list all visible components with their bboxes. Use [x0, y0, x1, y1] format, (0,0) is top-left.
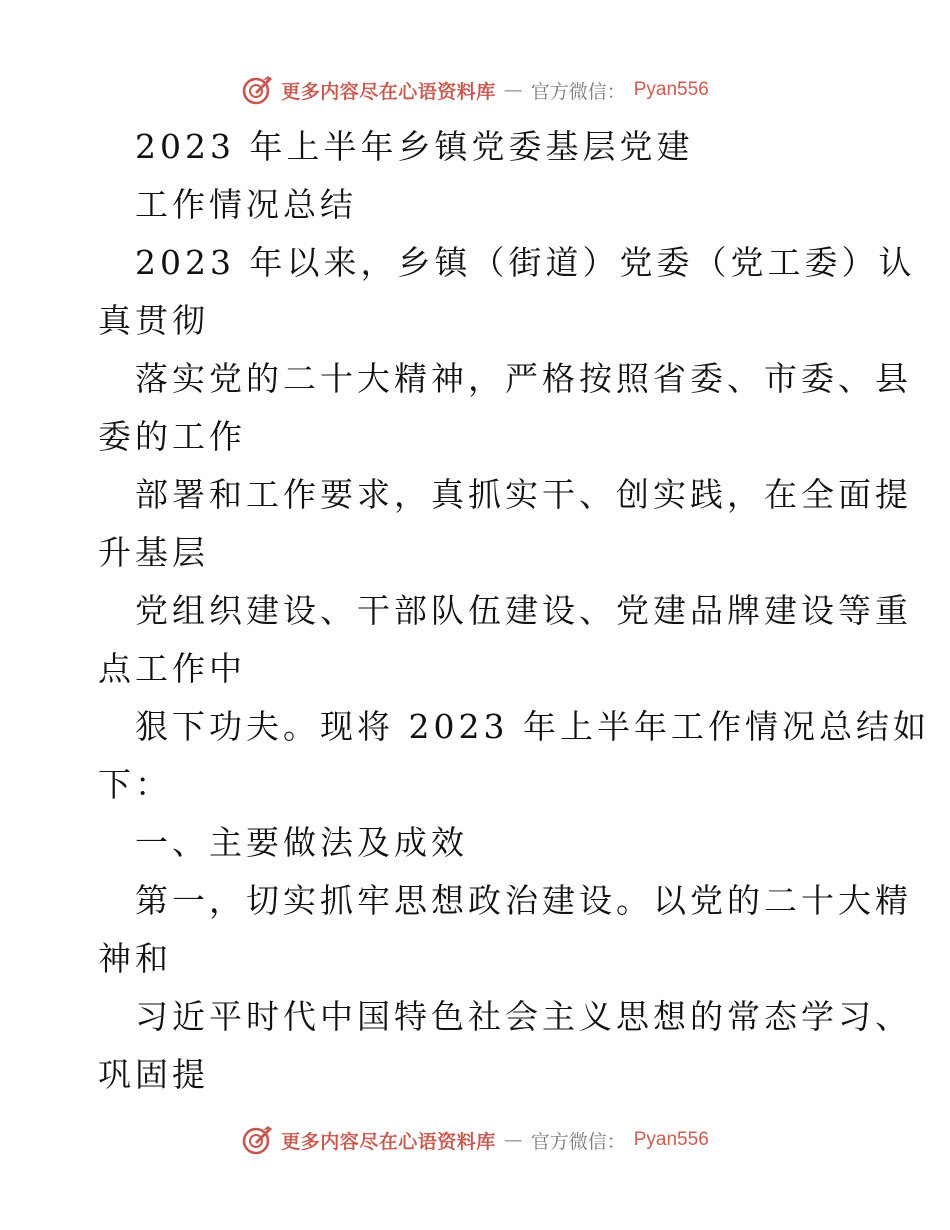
watermark-separator: — [503, 79, 523, 101]
paragraph-line: 习近平时代中国特色社会主义思想的常态学习、 [135, 997, 912, 1036]
paragraph-line: 升基层 [98, 533, 209, 572]
watermark-wechat-label: 官方微信： [530, 1130, 626, 1153]
quill-circle-logo-icon [241, 1124, 273, 1156]
doc-title-line-2: 工作情况总结 [135, 185, 357, 224]
watermark-wechat-id: Pyan556 [633, 1129, 709, 1150]
paragraph-line: 真贯彻 [98, 301, 209, 340]
paragraph-line: 巩固提 [98, 1055, 209, 1094]
paragraph-line: 部署和工作要求，真抓实干、创实践，在全面提 [135, 475, 912, 514]
doc-title-line-1: 2023 年上半年乡镇党委基层党建 [135, 127, 694, 166]
watermark-wechat-label: 官方微信： [530, 80, 626, 103]
paragraph-line: 第一，切实抓牢思想政治建设。以党的二十大精 [135, 881, 912, 920]
footer-watermark [0, 1120, 950, 1160]
section-heading: 一、主要做法及成效 [135, 823, 468, 862]
paragraph-line: 点工作中 [98, 649, 246, 688]
watermark-separator: — [503, 1129, 523, 1151]
watermark-text: 更多内容尽在心语资料库 [281, 80, 496, 103]
watermark-text: 更多内容尽在心语资料库 [281, 1130, 496, 1153]
watermark-wechat-id: Pyan556 [633, 79, 709, 100]
paragraph-line: 落实党的二十大精神，严格按照省委、市委、县 [135, 359, 912, 398]
paragraph-line: 党组织建设、干部队伍建设、党建品牌建设等重 [135, 591, 912, 630]
header-watermark [0, 70, 950, 110]
paragraph-line: 下： [98, 765, 172, 804]
paragraph-line: 神和 [98, 939, 172, 978]
paragraph-line: 狠下功夫。现将 2023 年上半年工作情况总结如 [135, 707, 930, 746]
quill-circle-logo-icon [241, 74, 273, 106]
paragraph-line: 委的工作 [98, 417, 246, 456]
paragraph-line: 2023 年以来，乡镇（街道）党委（党工委）认 [135, 243, 916, 282]
